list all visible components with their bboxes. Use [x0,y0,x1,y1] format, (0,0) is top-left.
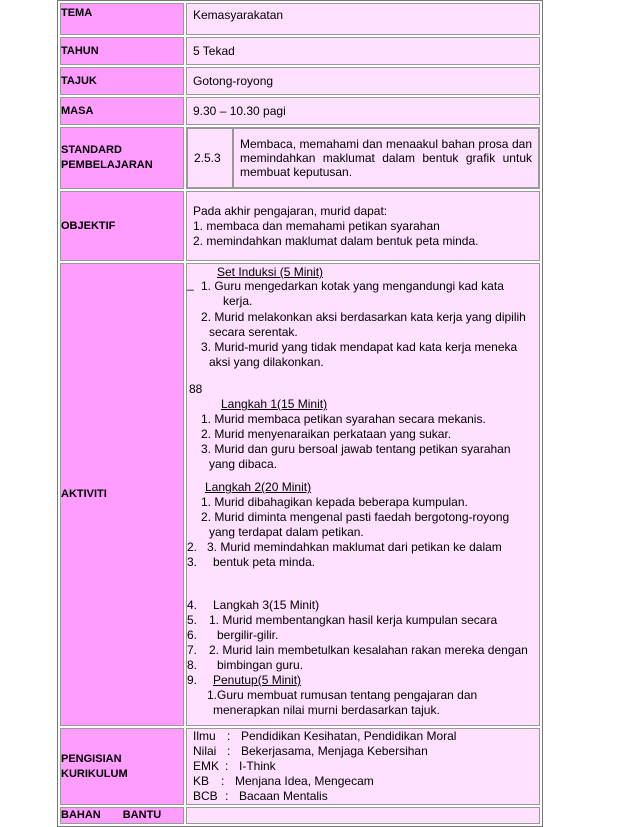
langkah-2-line-2b: yang terdapat dalam petikan. [209,525,364,539]
list-number-6: 6. [187,628,198,642]
langkah-2-line-1: 1. Murid dibahagikan kepada beberapa kumpulan. [201,495,468,509]
tahun-text: 5 Tekad [193,43,235,58]
langkah-2-heading: Langkah 2(20 Minit) [205,480,312,494]
row-tajuk [60,67,540,95]
label-pengisian-kurikulum [60,728,184,805]
label-bantu: BANTU [122,809,162,821]
set-induksi-line-1a: 1. Guru mengedarkan kotak yang mengandungi kad kata [201,279,504,293]
value-tema [186,3,540,35]
pengisian-item: EMK : I-Think [193,759,276,773]
set-induksi-line-2b: secara serentak. [209,325,298,339]
langkah-3-heading: Langkah 3(15 Minit) [213,598,320,612]
stray-underscore: _ [187,277,194,291]
standard-text: Membaca, memahami dan menaakul bahan prosa dan memindahkan maklumat dalam bentuk grafik untuk membuat keputusan. [233,128,539,188]
set-induksi-line-2a: 2. Murid melakonkan aksi berdasarkan kata kerja yang dipilih [201,310,526,324]
label-pengisian-line2: KURIKULUM [61,767,128,780]
label-objektif: OBJEKTIF [60,191,184,261]
value-objektif [186,191,540,261]
pengisian-item: KB : Menjana Idea, Mengecam [193,774,374,788]
objektif-line-2: 2. memindahkan maklumat dalam bentuk peta minda. [193,233,479,248]
standard-inner-table [187,128,539,188]
list-number-2: 2. [187,540,198,554]
value-aktiviti [186,263,540,726]
label-aktiviti: AKTIVITI [60,263,184,726]
langkah-1-line-3a: 3. Murid dan guru bersoal jawab tentang petikan syarahan [201,442,511,456]
row-objektif [60,191,540,261]
value-standard-pembelajaran [186,127,540,189]
langkah-1-heading: Langkah 1(15 Minit) [221,397,328,411]
value-bahan-bantu [186,807,540,824]
set-induksi-line-3b: aksi yang dilakonkan. [209,355,324,369]
tajuk-text: Gotong-royong [193,73,274,88]
list-number-5: 5. [187,613,198,627]
value-pengisian-kurikulum [186,728,540,805]
row-tahun [60,37,540,65]
penutup-line-1b: menerapkan nilai murni berdasarkan tajuk. [213,703,440,717]
pengisian-item: Ilmu : Pendidikan Kesihatan, Pendidikan Moral [193,729,457,743]
value-masa [186,97,540,125]
masa-text: 9.30 – 10.30 pagi [193,103,286,118]
objektif-line-intro: Pada akhir pengajaran, murid dapat: [193,203,388,218]
pengisian-item: Nilai : Bekerjasama, Menjaga Kebersihan [193,744,428,758]
penutup-line-1a: 1.Guru membuat rumusan tentang pengajaran dan [207,688,478,702]
langkah-3-line-1b: bergilir-gilir. [217,628,279,642]
label-masa: MASA [60,97,184,125]
label-standard-line1: STANDARD [61,144,122,156]
penutup-heading: Penutup(5 Minit) [213,673,302,687]
aktiviti-body [187,264,539,725]
value-tajuk [186,67,540,95]
langkah-2-line-2a: 2. Murid diminta mengenal pasti faedah bergotong-royong [201,510,510,524]
row-standard-pembelajaran [60,127,540,189]
label-bahan: BAHAN [61,809,101,821]
langkah-3-line-2a: 2. Murid lain membetulkan kesalahan rakan mereka dengan [209,643,528,657]
list-number-8: 8. [187,658,198,672]
label-bahan-bantu [60,807,184,824]
stray-88: 88 [189,382,203,396]
langkah-3-line-2b: bimbingan guru. [217,658,304,672]
lesson-plan-table [57,0,543,827]
langkah-2-line-3b: bentuk peta minda. [213,555,316,569]
row-aktiviti [60,263,540,726]
langkah-1-line-3b: yang dibaca. [209,457,278,471]
label-tajuk: TAJUK [60,67,184,95]
langkah-3-line-1a: 1. Murid membentangkan hasil kerja kumpulan secara [209,613,498,627]
pengisian-item: BCB : Bacaan Mentalis [193,789,328,803]
lesson-plan-page [57,0,543,825]
row-tema [60,3,540,35]
set-induksi-line-1b: kerja. [223,294,253,308]
set-induksi-heading: Set Induksi (5 Minit) [217,265,324,279]
standard-code: 2.5.3 [187,128,233,188]
row-pengisian-kurikulum [60,728,540,805]
langkah-2-line-3a: 3. Murid memindahkan maklumat dari petikan ke dalam [207,540,502,554]
set-induksi-line-3a: 3. Murid-murid yang tidak mendapat kad kata kerja meneka [201,340,518,354]
value-tahun [186,37,540,65]
tema-text: Kemasyarakatan [193,8,284,22]
langkah-1-line-2: 2. Murid menyenaraikan perkataan yang sukar. [201,427,452,441]
label-standard-line2: PEMBELAJARAN [61,159,153,171]
langkah-1-line-1: 1. Murid membaca petikan syarahan secara mekanis. [201,412,486,426]
label-pengisian-line1: PENGISIAN [61,752,122,765]
row-masa [60,97,540,125]
label-tahun: TAHUN [60,37,184,65]
list-number-3: 3. [187,555,198,569]
list-number-7: 7. [187,643,198,657]
label-tema: TEMA [60,3,184,35]
list-number-9: 9. [187,673,198,687]
list-number-4: 4. [187,598,198,612]
objektif-line-1: 1. membaca dan memahami petikan syarahan [193,218,440,233]
label-standard-pembelajaran [60,127,184,189]
row-bahan-bantu [60,807,540,824]
